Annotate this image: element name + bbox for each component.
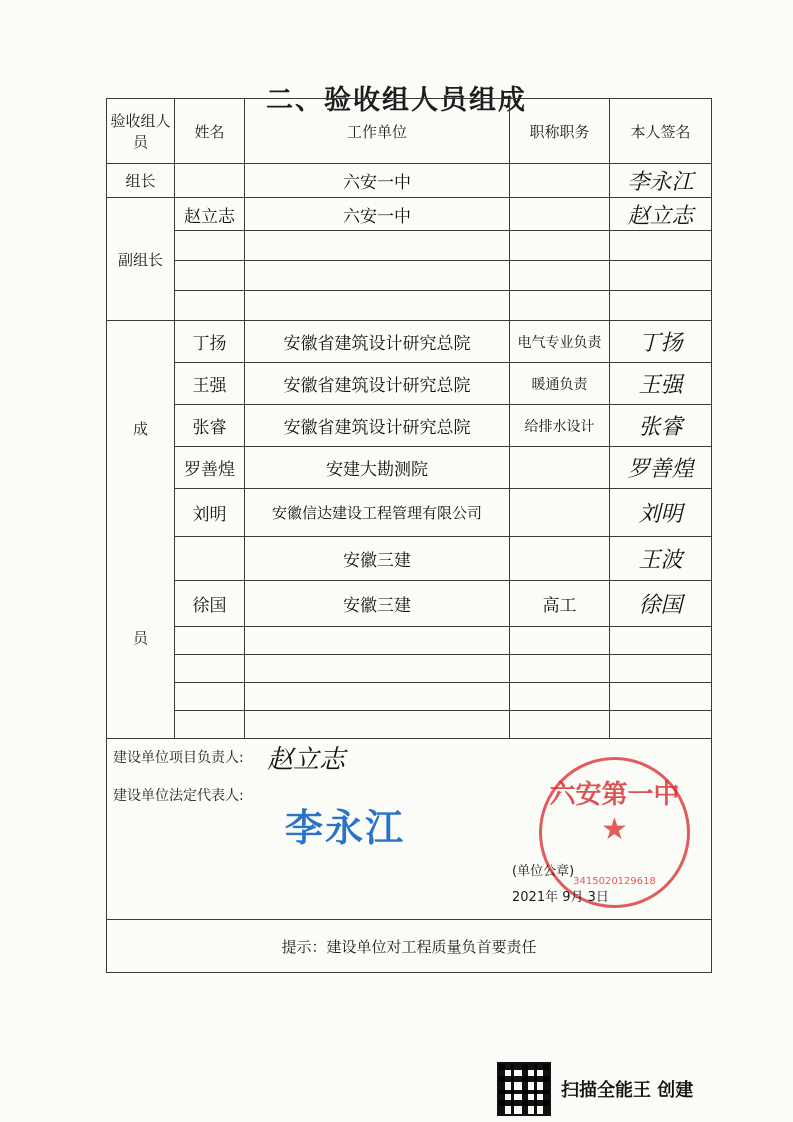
deputy-signature: 赵立志 [610,198,712,231]
tip-row [107,920,712,973]
member-empty-row [107,711,712,739]
footer-row [107,739,712,920]
member-row [107,537,712,581]
role-deputy: 副组长 [107,198,175,321]
member-row [107,581,712,627]
member-unit: 安徽信达建设工程管理有限公司 [245,489,510,537]
seal-star-icon: ★ [601,812,628,847]
acceptance-team-table [106,98,712,973]
role-member-bottom: 员 [107,537,175,739]
member-row [107,321,712,363]
seal-number: 3415020129618 [573,876,656,887]
scanner-watermark [497,1062,693,1116]
role-member-top: 成 [107,321,175,537]
deputy-row [107,198,712,231]
member-row [107,363,712,405]
member-row [107,447,712,489]
member-position: 高工 [510,581,610,627]
member-unit: 安徽省建筑设计研究总院 [245,321,510,363]
member-position [510,489,610,537]
member-signature: 王波 [610,537,712,581]
deputy-name: 赵立志 [175,198,245,231]
member-position: 暖通负责 [510,363,610,405]
deputy-empty-row [107,291,712,321]
member-signature: 张睿 [610,405,712,447]
member-name: 刘明 [175,489,245,537]
member-empty-row [107,627,712,655]
leader-signature: 李永江 [610,164,712,198]
qr-code-icon [497,1062,551,1116]
member-unit: 安徽省建筑设计研究总院 [245,405,510,447]
member-unit: 安建大勘测院 [245,447,510,489]
footer-signature-block [107,739,712,920]
member-position [510,537,610,581]
member-signature: 刘明 [610,489,712,537]
member-name: 罗善煌 [175,447,245,489]
scanner-label: 扫描全能王 创建 [561,1080,694,1101]
member-signature: 丁扬 [610,321,712,363]
member-signature: 罗善煌 [610,447,712,489]
member-signature: 王强 [610,363,712,405]
member-row [107,489,712,537]
header-row [107,99,712,164]
deputy-empty-row [107,231,712,261]
member-position [510,447,610,489]
project-lead-signature: 赵立志 [267,745,346,775]
legal-rep-name-stamp: 李永江 [285,805,406,850]
deputy-empty-row [107,261,712,291]
role-leader: 组长 [107,164,175,198]
member-unit: 安徽三建 [245,581,510,627]
member-empty-row [107,655,712,683]
member-name: 张睿 [175,405,245,447]
unit-seal-label: (单位公章) [512,864,575,879]
member-signature: 徐国 [610,581,712,627]
member-row [107,405,712,447]
member-position: 给排水设计 [510,405,610,447]
member-unit: 安徽三建 [245,537,510,581]
leader-unit: 六安一中 [245,164,510,198]
signing-date: 2021年 9月 3日 [512,890,609,905]
member-position: 电气专业负责 [510,321,610,363]
header-signature: 本人签名 [610,99,712,164]
header-unit: 工作单位 [245,99,510,164]
member-name: 王强 [175,363,245,405]
member-empty-row [107,683,712,711]
legal-rep-label: 建设单位法定代表人: [113,788,244,804]
tip-text: 提示：建设单位对工程质量负首要责任 [107,920,712,973]
leader-row [107,164,712,198]
header-position: 职称职务 [510,99,610,164]
member-name: 丁扬 [175,321,245,363]
header-role: 验收组人员 [107,99,175,164]
member-name: 徐国 [175,581,245,627]
page-title: 二、验收组人员组成 [266,85,527,116]
project-lead-label: 建设单位项目负责人: [113,750,244,766]
member-unit: 安徽省建筑设计研究总院 [245,363,510,405]
header-name: 姓名 [175,99,245,164]
seal-text: 六安第一中 [549,780,680,810]
deputy-unit: 六安一中 [245,198,510,231]
member-name [175,537,245,581]
